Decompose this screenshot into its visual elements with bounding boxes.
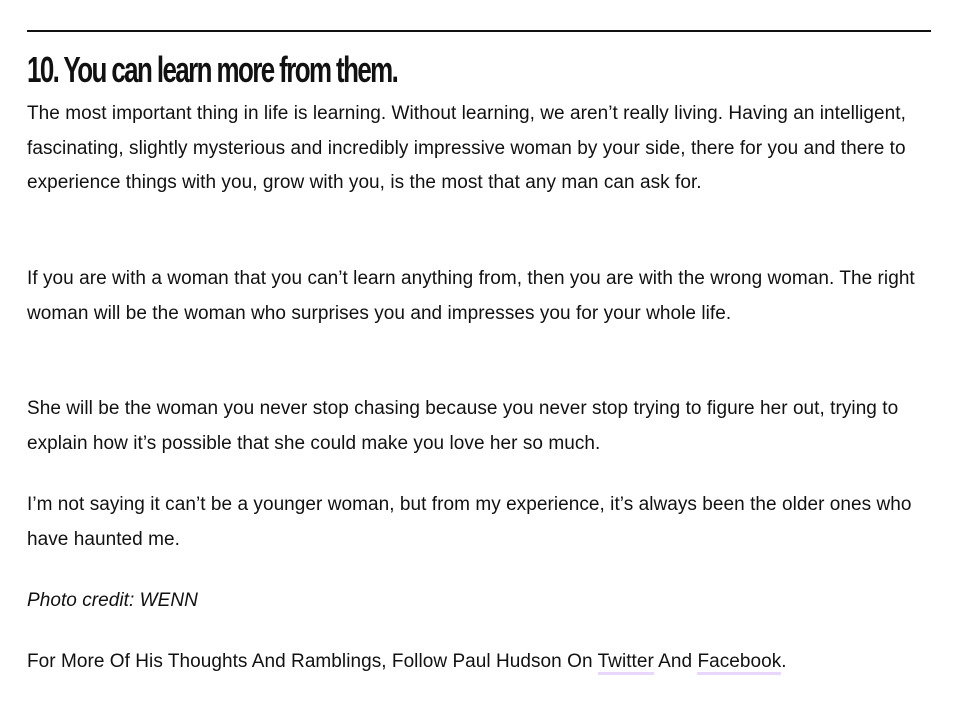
section-heading: 10. You can learn more from them. <box>27 49 398 90</box>
twitter-link[interactable]: Twitter <box>598 651 654 675</box>
paragraph-wrong-woman: If you are with a woman that you can’t learn anything from, then you are with the wrong woman. The right woman will be the woman who surprises you and impresses you for your whole life. <box>27 268 915 324</box>
follow-prefix: For More Of His Thoughts And Ramblings, Follow Paul Hudson On <box>27 651 598 672</box>
section-divider <box>27 30 931 32</box>
paragraph-older-ones: I’m not saying it can’t be a younger woman, but from my experience, it’s always been the older ones who have haunted me. <box>27 494 912 550</box>
paragraph-chasing: She will be the woman you never stop chasing because you never stop trying to figure her out, trying to explain how it’s possible that she could make you love her so much. <box>27 398 899 454</box>
follow-suffix: . <box>781 651 787 672</box>
paragraph-learning: The most important thing in life is learning. Without learning, we aren’t really living. Having an intelligent, fascinating, slightly mysterious and incredibly impressive woman by your side, there for you and there to experience things with you, grow with you, is the most that any man can ask for. <box>27 103 906 194</box>
photo-credit: Photo credit: WENN <box>27 590 198 611</box>
facebook-link[interactable]: Facebook <box>697 651 781 675</box>
follow-author-line <box>27 645 931 680</box>
follow-middle: And <box>653 651 698 672</box>
